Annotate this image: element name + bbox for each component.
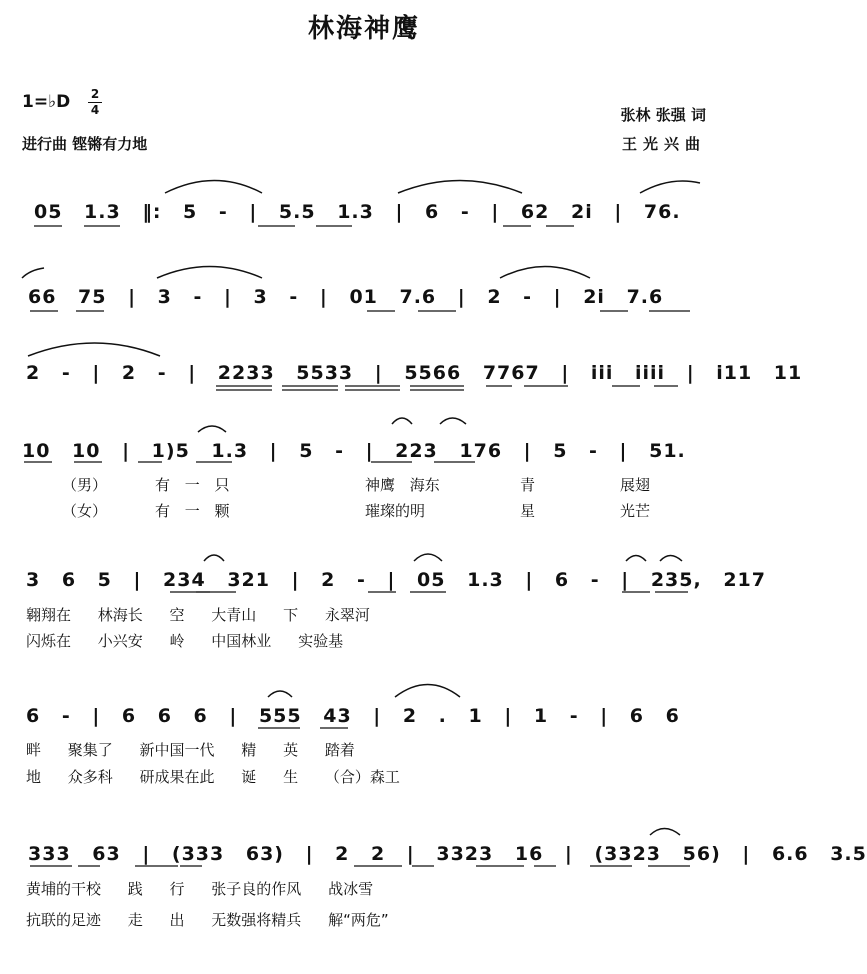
slur	[398, 181, 522, 194]
slur	[198, 426, 226, 432]
lyric-l4b: 光芒	[620, 502, 651, 520]
notation-row-r2: 66 75 | 3 - | 3 - | 01 7.6 | 2 - | 2i 7.6	[28, 286, 664, 308]
notation-row-r5: 3 6 5 | 234 321 | 2 - | 05 1.3 | 6 - | 235, 217	[26, 569, 766, 591]
slur	[650, 829, 680, 836]
lyricist: 张林 张强 词	[620, 106, 706, 124]
lyric-l4a: 展翅	[620, 476, 651, 494]
lyric-l6a: 畔 聚集了 新中国一代 精 英 踏着	[26, 741, 355, 759]
slur	[500, 267, 590, 279]
slur	[440, 418, 466, 424]
lyric-l4a: （男）	[62, 476, 108, 494]
lyric-l5a: 翱翔在 林海长 空 大青山 下 永翠河	[26, 606, 370, 624]
lyric-l4a: 有 一 只	[155, 476, 230, 494]
lyric-l6b: 地 众多科 研成果在此 诞 生 （合）森工	[26, 768, 400, 786]
slur	[165, 181, 262, 194]
time-signature	[88, 88, 102, 117]
page-title: 林海神鹰	[307, 14, 420, 44]
notation-row-r6: 6 - | 6 6 6 | 555 43 | 2 . 1 | 1 - | 6 6	[26, 705, 680, 727]
slur	[660, 556, 682, 562]
slur	[414, 554, 442, 561]
time-signature-top: 2	[90, 87, 100, 101]
lyric-l4b: 星	[520, 502, 536, 520]
lyric-l4b: （女）	[62, 502, 108, 520]
lyric-l4a: 神鹰 海东	[365, 476, 440, 494]
slur	[204, 555, 224, 561]
tempo-marking: 进行曲 铿锵有力地	[22, 135, 148, 153]
time-signature-bottom: 4	[90, 103, 100, 117]
notation-row-r7: 333 63 | (333 63) | 2 2 | 3323 16 | (3323 56) | 6.6 3.5	[28, 843, 867, 865]
slur	[28, 343, 160, 356]
slur	[626, 556, 646, 562]
slur	[392, 418, 412, 424]
slur	[268, 691, 292, 697]
notation-row-r3: 2 - | 2 - | 2233 5533 | 5566 7767 | iii iiii | i11 11	[26, 362, 803, 384]
notation-row-r1: 05 1.3 ‖: 5 - | 5.5 1.3 | 6 - | 62 2i | 76.	[34, 201, 681, 223]
lyric-l7a: 黄埔的干校 践 行 张子良的作风 战冰雪	[26, 880, 374, 898]
slur	[157, 267, 262, 279]
slur	[395, 685, 460, 698]
composer: 王光兴曲	[621, 135, 706, 153]
slur	[640, 181, 700, 193]
lyric-l4b: 璀璨的明	[365, 502, 426, 520]
lyric-l4b: 有 一 颗	[155, 502, 230, 520]
lyric-l5b: 闪烁在 小兴安 岭 中国林业 实验基	[26, 632, 344, 650]
key-signature: 1=♭D	[22, 92, 71, 112]
notation-row-r4: 10 10 | 1)5 1.3 | 5 - | 223 176 | 5 - | 51.	[22, 440, 686, 462]
slur	[22, 268, 44, 278]
lyric-l7b: 抗联的足迹 走 出 无数强将精兵 解“两危”	[26, 911, 389, 929]
lyric-l4a: 青	[520, 476, 536, 494]
